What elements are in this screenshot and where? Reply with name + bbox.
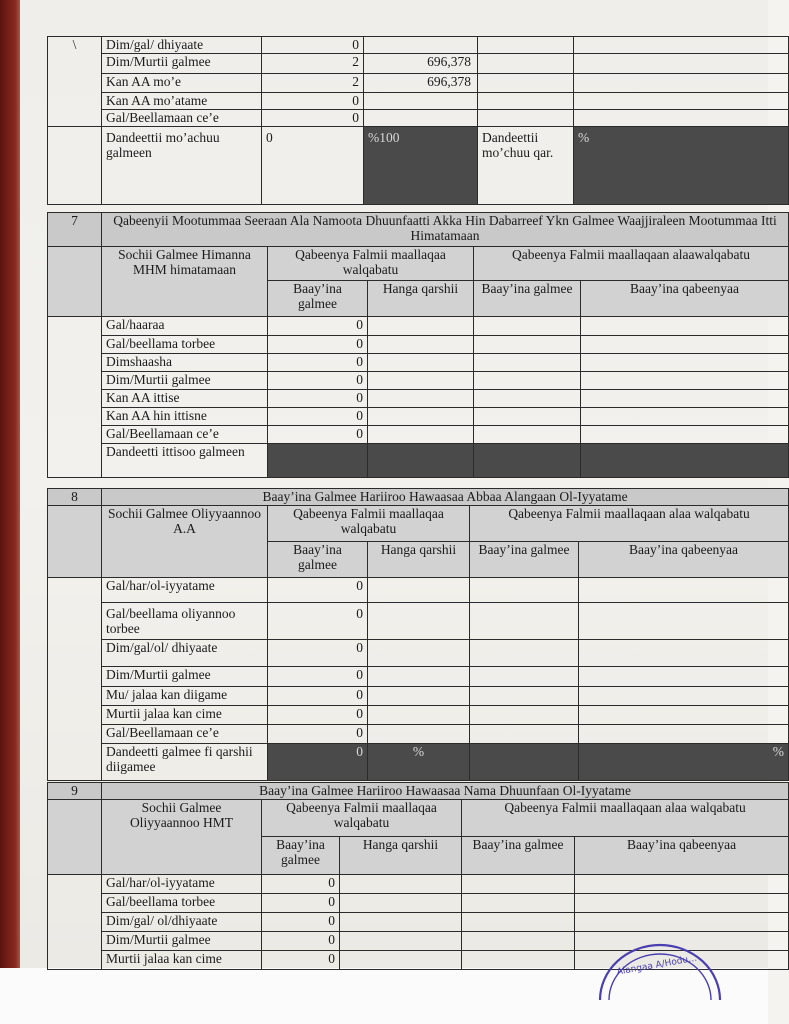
group-header-1: Qabeenya Falmii maallaqaa walqabatu xyxy=(268,506,470,542)
row-label: Kan AA hin ittisne xyxy=(102,408,268,426)
row-value: 696,378 xyxy=(364,54,478,74)
row-value xyxy=(364,93,478,110)
row-label: Dim/Murtii galmee xyxy=(102,372,268,390)
table-row xyxy=(48,110,789,127)
row-count: 2 xyxy=(262,74,364,93)
row-count: 0 xyxy=(268,667,368,687)
table-row xyxy=(48,54,789,74)
row-label: Murtii jalaa kan cime xyxy=(102,706,268,725)
row-label: Dim/gal/ol/ dhiyaate xyxy=(102,640,268,667)
sub-header: Baay’ina galmee xyxy=(268,542,368,578)
group-header-2: Qabeenya Falmii maallaqaan alaawalqabatu xyxy=(474,247,789,281)
section-title: Baay’ina Galmee Hariiroo Hawaasaa Nama Dhuunfaan Ol-Iyyatame xyxy=(102,783,789,800)
svg-text:Alangaa A/Hodu…: Alangaa A/Hodu… xyxy=(616,953,698,978)
table-row xyxy=(48,317,789,336)
row-count: 0 xyxy=(268,336,368,354)
row-label: Kan AA mo’atame xyxy=(102,93,262,110)
footer-percent: %100 xyxy=(364,127,478,205)
section-number: 9 xyxy=(48,783,102,800)
section-title: Qabeenyii Mootummaa Seeraan Ala Namoota Dhuunfaatti Akka Hin Dabarreef Ykn Galmee Waajjiraleen Mootummaa Itti Himatamaan xyxy=(102,213,789,247)
section-title: Baay’ina Galmee Hariiroo Hawaasaa Abbaa Alangaan Ol-Iyyatame xyxy=(102,489,789,506)
sub-header: Baay’ina qabeenyaa xyxy=(579,542,789,578)
footer-percent-2: % xyxy=(574,127,789,205)
sub-header: Baay’ina galmee xyxy=(470,542,579,578)
row-label: Gal/beellama torbee xyxy=(102,894,262,913)
row-count: 0 xyxy=(268,603,368,640)
row-count: 0 xyxy=(262,894,340,913)
table-row xyxy=(48,894,789,913)
table-row xyxy=(48,603,789,640)
row-count: 0 xyxy=(262,951,340,970)
row-label: Kan AA mo’e xyxy=(102,74,262,93)
footer-percent-2: % xyxy=(579,744,789,781)
row-count: 0 xyxy=(268,706,368,725)
row-count: 0 xyxy=(262,37,364,54)
report-table-area xyxy=(47,28,788,968)
table-row xyxy=(48,93,789,110)
sub-header: Baay’ina galmee xyxy=(268,281,368,317)
row-label: Gal/beellama torbee xyxy=(102,336,268,354)
section-number: 8 xyxy=(48,489,102,506)
table-row xyxy=(48,706,789,725)
table-row xyxy=(48,354,789,372)
row-count: 0 xyxy=(268,687,368,706)
desk-background xyxy=(0,0,22,970)
table-row xyxy=(48,725,789,744)
table-row xyxy=(48,913,789,932)
row-label: Dim/Murtii galmee xyxy=(102,667,268,687)
table-row xyxy=(48,74,789,93)
row-count: 0 xyxy=(268,725,368,744)
row-count: 0 xyxy=(268,390,368,408)
table-row xyxy=(48,372,789,390)
group-header-1: Qabeenya Falmii maallaqaa walqabatu xyxy=(262,800,462,837)
group-header-2: Qabeenya Falmii maallaqaan alaa walqabatu xyxy=(470,506,789,542)
row-label: Gal/Beellamaan ce’e xyxy=(102,426,268,444)
row-count: 0 xyxy=(268,578,368,603)
section-header xyxy=(48,489,789,506)
row-label: Gal/har/ol-iyyatame xyxy=(102,578,268,603)
table-row xyxy=(48,640,789,667)
footer-count: 0 xyxy=(268,744,368,781)
table-row xyxy=(48,390,789,408)
document-page xyxy=(20,0,785,968)
row-label: Dim/Murtii galmee xyxy=(102,54,262,74)
column-header: Sochii Galmee Himanna MHM himatamaan xyxy=(102,247,268,317)
row-count: 0 xyxy=(262,932,340,951)
row-count: 0 xyxy=(262,110,364,127)
section-7-table xyxy=(47,212,789,478)
footer-label: Dandeettii mo’achuu galmeen xyxy=(102,127,262,205)
row-label: Gal/haaraa xyxy=(102,317,268,336)
row-count: 0 xyxy=(262,913,340,932)
row-count: 0 xyxy=(268,354,368,372)
row-label: Gal/Beellamaan ce’e xyxy=(102,110,262,127)
sub-header: Baay’ina qabeenyaa xyxy=(575,837,789,875)
sub-header: Baay’ina galmee xyxy=(262,837,340,875)
section-8-table xyxy=(47,488,789,781)
section-header xyxy=(48,783,789,800)
sub-header: Hanga qarshii xyxy=(368,281,474,317)
column-header: Sochii Galmee Oliyyaannoo A.A xyxy=(102,506,268,578)
sub-header: Hanga qarshii xyxy=(340,837,462,875)
sub-header: Baay’ina galmee xyxy=(462,837,575,875)
sub-header: Hanga qarshii xyxy=(368,542,470,578)
table-row xyxy=(48,687,789,706)
row-count: 0 xyxy=(268,408,368,426)
footer-label-2: Dandeettii mo’chuu qar. xyxy=(478,127,574,205)
row-label: Gal/har/ol-iyyatame xyxy=(102,875,262,894)
table-row xyxy=(48,336,789,354)
row-label: Gal/Beellamaan ce’e xyxy=(102,725,268,744)
sub-header: Baay’ina galmee xyxy=(474,281,581,317)
top-continuation-table xyxy=(47,36,789,205)
table-row xyxy=(48,667,789,687)
row-value xyxy=(364,110,478,127)
row-count: 0 xyxy=(268,640,368,667)
table-row xyxy=(48,408,789,426)
footer-label: Dandeetti ittisoo galmeen xyxy=(102,444,268,478)
table-row xyxy=(48,744,789,781)
row-count: 0 xyxy=(268,372,368,390)
table-row xyxy=(48,37,789,54)
footer-label: Dandeetti galmee fi qarshii diigamee xyxy=(102,744,268,781)
row-value xyxy=(364,37,478,54)
sub-header: Baay’ina qabeenyaa xyxy=(581,281,789,317)
row-count: 0 xyxy=(268,317,368,336)
row-label: Kan AA ittise xyxy=(102,390,268,408)
official-stamp xyxy=(595,940,725,1000)
row-value: 696,378 xyxy=(364,74,478,93)
row-label: Dim/gal/ dhiyaate xyxy=(102,37,262,54)
row-count: 0 xyxy=(262,93,364,110)
section-number: 7 xyxy=(48,213,102,247)
table-row xyxy=(48,426,789,444)
table-row xyxy=(48,444,789,478)
footer-count: 0 xyxy=(262,127,364,205)
row-label: Dim/Murtii galmee xyxy=(102,932,262,951)
row-label: Murtii jalaa kan cime xyxy=(102,951,262,970)
row-index: \ xyxy=(48,37,102,127)
table-row xyxy=(48,127,789,205)
table-row xyxy=(48,875,789,894)
row-label: Dimshaasha xyxy=(102,354,268,372)
row-count: 0 xyxy=(268,426,368,444)
group-header-1: Qabeenya Falmii maallaqaa walqabatu xyxy=(268,247,474,281)
row-label: Dim/gal/ ol/dhiyaate xyxy=(102,913,262,932)
group-header-2: Qabeenya Falmii maallaqaan alaa walqabatu xyxy=(462,800,789,837)
row-label: Mu/ jalaa kan diigame xyxy=(102,687,268,706)
row-count: 0 xyxy=(262,875,340,894)
row-label: Gal/beellama oliyannoo torbee xyxy=(102,603,268,640)
table-row xyxy=(48,578,789,603)
row-count: 2 xyxy=(262,54,364,74)
section-header xyxy=(48,213,789,247)
column-header: Sochii Galmee Oliyyaannoo HMT xyxy=(102,800,262,875)
footer-percent: % xyxy=(368,744,470,781)
